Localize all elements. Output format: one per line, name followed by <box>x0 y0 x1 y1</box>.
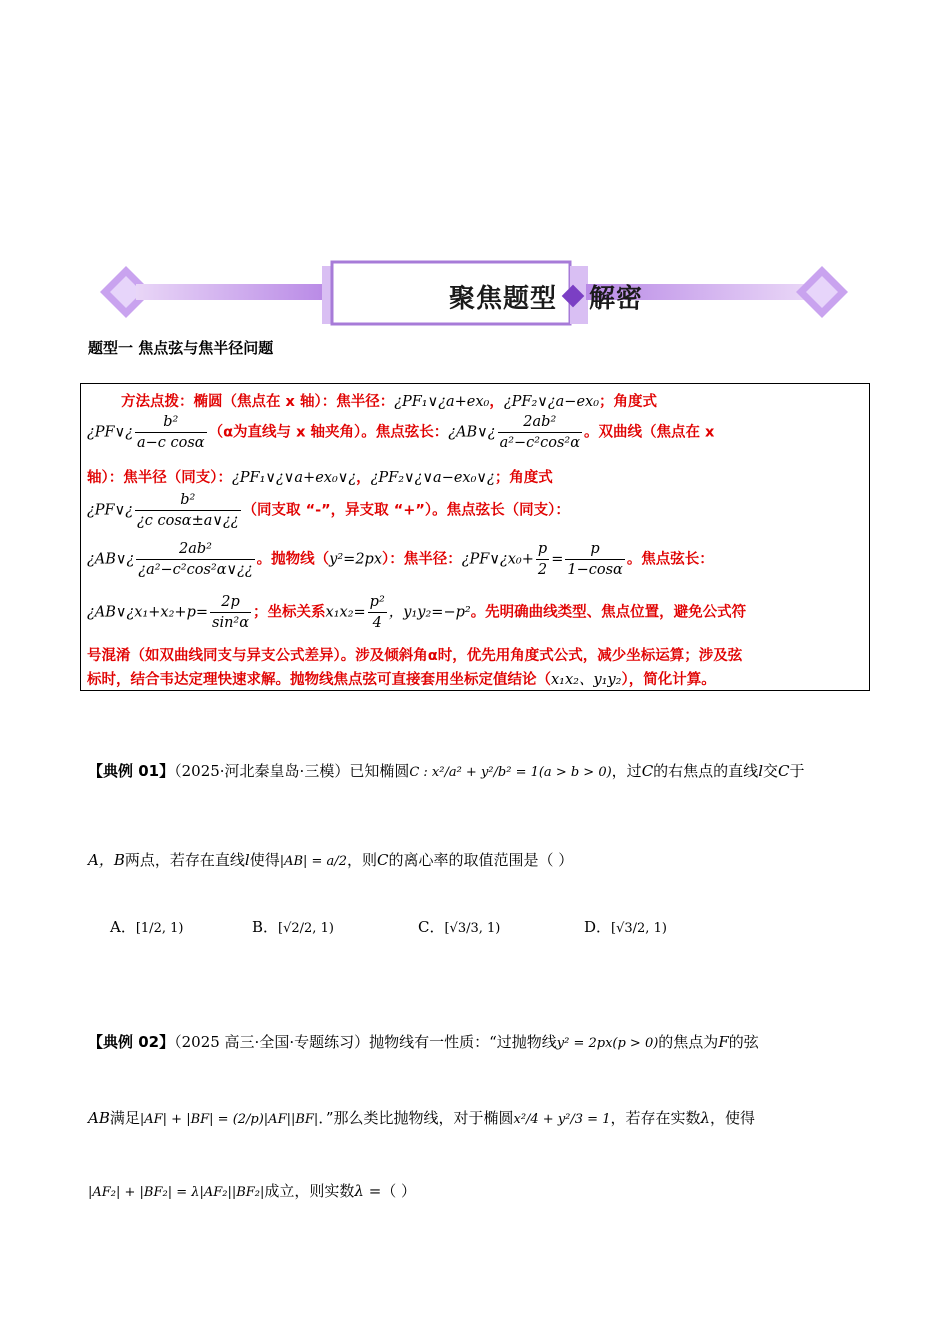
formula: |AF₂| + |BF₂| = λ|AF₂||BF₂| <box>88 1185 265 1200</box>
math-var: λ = <box>354 1182 382 1200</box>
formula: ，y₁y₂=−p² <box>388 604 471 621</box>
method-text: ；角度式 <box>599 394 658 410</box>
option-value: [√3/3, 1) <box>444 921 501 936</box>
option-label: B． <box>252 918 279 936</box>
fraction: $\frac{\text{p²}}{4}$ <box>369 594 385 631</box>
method-box <box>80 383 870 691</box>
formula: ¿AB∨¿ <box>87 551 135 568</box>
formula: y²=2px <box>329 551 383 568</box>
formula: ¿AB∨¿x₁+x₂+p= <box>87 604 208 621</box>
fraction: $\frac{p}{1-\cos\alpha}$ <box>567 541 623 578</box>
formula: |AB| = a/2 <box>279 854 347 869</box>
diamond-icon <box>562 285 585 308</box>
method-line-7: 号混淆（如双曲线同支与异支公式差异）。涉及倾斜角α时，优先用角度式公式，减少坐标运算；涉及弦 <box>87 648 743 664</box>
math-var: λ <box>700 1109 711 1127</box>
example1-text: ，则 <box>346 851 377 869</box>
option-label: A． <box>110 918 136 936</box>
banner-title-left: 聚焦题型 <box>448 283 557 314</box>
option-label: D． <box>584 918 612 936</box>
example1-source: （2025·河北秦皇岛·三模）已知椭圆 <box>174 762 410 780</box>
example2-text: ．”那么类比抛物线，对于椭圆 <box>318 1109 514 1127</box>
example1-text: 使得 <box>249 851 280 869</box>
banner-title <box>426 268 666 324</box>
fraction: $\frac{\text{b²}}{\text{¿c cosα±a∨¿¿}}$ <box>136 492 239 529</box>
formula: ¿PF₂∨¿∨a−ex₀∨¿ <box>370 470 495 486</box>
option-value: [√2/2, 1) <box>278 921 334 936</box>
formula: ¿PF₁∨¿a+ex₀ <box>394 394 490 410</box>
method-text: 。焦点弦长： <box>626 551 714 568</box>
example1-text: 两点，若存在直线 <box>124 851 245 869</box>
method-line-4 <box>87 490 863 531</box>
method-text: ， <box>489 394 504 410</box>
option-d[interactable] <box>584 916 667 937</box>
math-var: C <box>641 762 654 780</box>
formula: = <box>551 551 564 568</box>
option-a[interactable] <box>110 916 183 937</box>
method-text: ），简化计算。 <box>621 672 716 688</box>
example1-text: 于 <box>789 762 805 780</box>
method-line-2 <box>87 412 863 453</box>
formula: ¿PF∨¿ <box>87 502 133 519</box>
fraction: $\frac{p}{2}$ <box>537 541 548 578</box>
method-text: 。双曲线（焦点在 x <box>584 424 715 441</box>
method-line-1 <box>121 390 863 411</box>
example1-line2 <box>88 849 573 870</box>
example2-source: （2025 高三·全国·专题练习）抛物线有一性质：“过抛物线 <box>174 1033 557 1051</box>
method-text: ， <box>356 470 371 486</box>
fraction: $\frac{2p}{\text{sin²α}}$ <box>212 594 250 631</box>
example1-text: 的右焦点的直线 <box>653 762 759 780</box>
method-line-5 <box>87 539 863 580</box>
method-text: 。先明确曲线类型、焦点位置，避免公式符 <box>470 604 747 621</box>
example1-line1 <box>88 760 805 781</box>
example2-text: ，使得 <box>710 1109 756 1127</box>
math-var: C <box>778 762 790 780</box>
example1-text: 交 <box>763 762 779 780</box>
method-text: 轴）：焦半径（同支）： <box>87 470 232 486</box>
math-var: l <box>758 762 763 780</box>
banner-title-right: 解密 <box>589 283 644 314</box>
example1-ellipse: C : x²/a² + y²/b² = 1(a > b > 0) <box>409 765 612 780</box>
math-var: C <box>376 851 389 869</box>
math-var: A，B <box>88 851 125 869</box>
option-label: C． <box>418 918 445 936</box>
section-banner <box>96 258 852 334</box>
math-var: l <box>244 851 250 869</box>
example2-tag: 【典例 02】 <box>88 1033 175 1051</box>
method-text: ；角度式 <box>494 470 553 486</box>
method-line-6 <box>87 592 863 633</box>
example2-line3 <box>88 1180 416 1201</box>
math-var: AB <box>88 1109 110 1127</box>
option-b[interactable] <box>252 916 334 937</box>
option-c[interactable] <box>418 916 500 937</box>
formula: x²/4 + y²/3 = 1 <box>513 1112 611 1127</box>
formula: ¿PF₁∨¿∨a+ex₀∨¿ <box>232 470 357 486</box>
fraction: $\frac{\text{2ab²}}{\text{¿a²−c²cos²α∨¿¿}}$ <box>138 541 253 578</box>
formula: |AF| + |BF| = (2/p)|AF||BF| <box>139 1112 319 1127</box>
fraction: $\frac{\text{2ab²}}{\text{a²−c²cos²α}}$ <box>499 414 580 451</box>
formula: y² = 2px(p > 0) <box>556 1036 659 1051</box>
example1-text: ，过 <box>611 762 642 780</box>
method-line-8 <box>87 668 863 689</box>
example1-tag: 【典例 01】 <box>88 762 175 780</box>
method-line-3 <box>87 466 863 487</box>
method-text: ；坐标关系 <box>253 604 326 621</box>
method-text: ）：焦半径： <box>382 551 462 568</box>
section-title: 题型一 焦点弦与焦半径问题 <box>88 339 274 357</box>
formula: x₁x₂、y₁y₂ <box>551 672 622 688</box>
example2-text: ，若存在实数 <box>610 1109 701 1127</box>
fraction: $\frac{\text{b²}}{\text{a−c cosα}}$ <box>136 414 205 451</box>
example2-text: （ ） <box>381 1182 417 1200</box>
example2-line2 <box>88 1107 755 1128</box>
example2-text: 的焦点为 <box>658 1033 719 1051</box>
option-value: [1/2, 1) <box>135 921 184 936</box>
method-text: 。抛物线（ <box>256 551 330 568</box>
example2-line1 <box>88 1031 759 1052</box>
math-var: F <box>718 1033 729 1051</box>
formula: ¿PF∨¿ <box>87 424 133 441</box>
formula: ¿PF∨¿x₀+ <box>461 551 534 568</box>
method-text: （α为直线与 x 轴夹角）。焦点弦长： <box>208 424 449 441</box>
formula: ¿PF₂∨¿a−ex₀ <box>503 394 600 410</box>
method-text: 标时，结合韦达定理快速求解。抛物线焦点弦可直接套用坐标定值结论（ <box>87 672 551 688</box>
option-value: [√3/2, 1) <box>611 921 667 936</box>
formula: ¿AB∨¿ <box>448 424 496 441</box>
method-text: 方法点拨：椭圆（焦点在 x 轴）：焦半径： <box>121 394 395 410</box>
example2-text: 成立，则实数 <box>264 1182 355 1200</box>
formula: x₁x₂= <box>325 604 366 621</box>
example1-text: 的离心率的取值范围是（ ） <box>388 851 574 869</box>
example2-text: 满足 <box>109 1109 140 1127</box>
example2-text: 的弦 <box>728 1033 759 1051</box>
method-text: （同支取 “-”，异支取 “+”）。焦点弦长（同支）： <box>242 502 570 519</box>
